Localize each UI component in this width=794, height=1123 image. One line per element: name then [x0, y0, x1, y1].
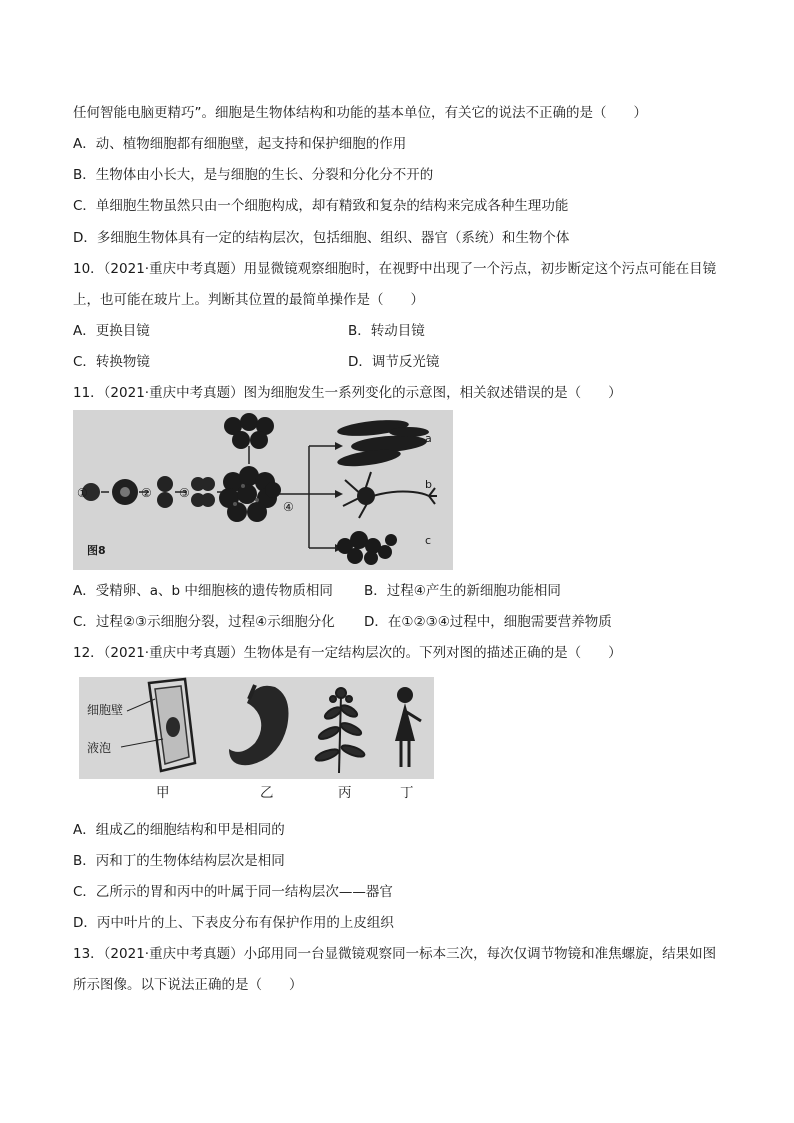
q11-option-c: C．过程②③示细胞分裂，过程④示细胞分化: [73, 614, 335, 630]
step-4-label: ④: [283, 500, 294, 514]
caption-bing: 丙: [338, 785, 352, 801]
q12-option-c: C．乙所示的胃和丙中的叶属于同一结构层次——器官: [73, 884, 393, 900]
q9-option-d: D．多细胞生物体具有一定的结构层次，包括细胞、组织、器官（系统）和生物个体: [73, 230, 570, 246]
step-1-label: ①: [77, 486, 88, 500]
q10-stem-line1: 10．（2021·重庆中考真题）用显微镜观察细胞时，在视野中出现了一个污点，初步断定这个污点可能在目镜: [73, 261, 717, 277]
q12-option-a: A．组成乙的细胞结构和甲是相同的: [73, 822, 285, 838]
q12-option-d: D．丙中叶片的上、下表皮分布有保护作用的上皮组织: [73, 915, 394, 931]
structure-level-figure: [79, 677, 434, 779]
cell-change-diagram: [73, 410, 453, 570]
structure-level-diagram: [79, 677, 434, 779]
q11-option-d: D．在①②③④过程中，细胞需要营养物质: [364, 614, 612, 630]
q9-option-c: C．单细胞生物虽然只由一个细胞构成，却有精致和复杂的结构来完成各种生理功能: [73, 198, 569, 214]
q12-option-b: B．丙和丁的生物体结构层次是相同: [73, 853, 285, 869]
step-2-label: ②: [141, 486, 152, 500]
q11-option-b: B．过程④产生的新细胞功能相同: [364, 583, 561, 599]
q10-option-b: B．转动目镜: [348, 323, 425, 339]
q9-option-b: B．生物体由小长大，是与细胞的生长、分裂和分化分不开的: [73, 167, 434, 183]
step-3-label: ③: [179, 486, 190, 500]
q10-option-c: C．转换物镜: [73, 354, 150, 370]
cell-change-figure: [73, 410, 453, 570]
branch-c-label: c: [425, 534, 432, 547]
q11-stem: 11．（2021·重庆中考真题）图为细胞发生一系列变化的示意图，相关叙述错误的是（ ）: [73, 385, 622, 401]
figure-8-caption: 图8: [87, 544, 106, 557]
caption-ding: 丁: [400, 785, 414, 801]
q9-stem: 任何智能电脑更精巧”。细胞是生物体结构和功能的基本单位，有关它的说法不正确的是（ ）: [73, 105, 647, 121]
vacuole-label: 液泡: [87, 741, 112, 755]
caption-jia: 甲: [156, 785, 170, 801]
cell-wall-label: 细胞壁: [87, 703, 124, 717]
branch-a-label: a: [425, 432, 432, 445]
q10-option-a: A．更换目镜: [73, 323, 150, 339]
q10-option-d: D．调节反光镜: [348, 354, 440, 370]
q11-option-a: A．受精卵、a、b 中细胞核的遗传物质相同: [73, 583, 333, 599]
branch-b-label: b: [425, 478, 432, 491]
q13-stem-line1: 13．（2021·重庆中考真题）小邱用同一台显微镜观察同一标本三次，每次仅调节物镜和准焦螺旋，结果如图: [73, 946, 717, 962]
q9-option-a: A．动、植物细胞都有细胞壁，起支持和保护细胞的作用: [73, 136, 407, 152]
caption-yi: 乙: [260, 785, 274, 801]
q10-stem-line2: 上，也可能在玻片上。判断其位置的最简单操作是（ ）: [73, 292, 424, 308]
q13-stem-line2: 所示图像。以下说法正确的是（ ）: [73, 977, 303, 993]
q12-stem: 12．（2021·重庆中考真题）生物体是有一定结构层次的。下列对图的描述正确的是（ ）: [73, 645, 622, 661]
